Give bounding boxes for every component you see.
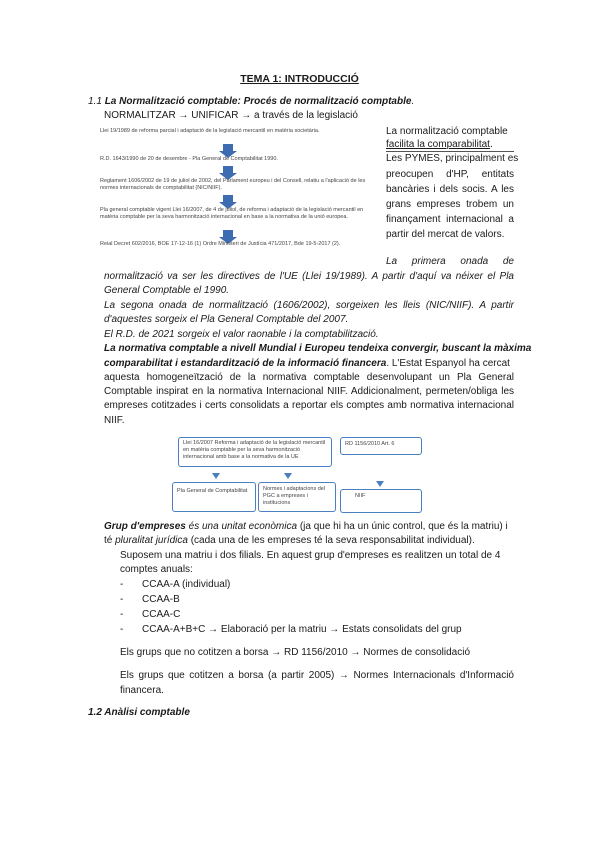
paragraph-convergence: La normativa comptable a nivell Mundial i Europeu tendeixa convergir, buscant la màxima [104, 343, 532, 354]
pymes-line: bancàries i dels socis. A les [386, 184, 514, 195]
right-col-line1: La normalització comptable [386, 126, 508, 137]
pymes-line: partir del mercat de valors. [386, 229, 505, 240]
list-item-ccaa: CCAA-B [142, 594, 180, 605]
paragraph-first-wave-cont: General Comptable el 1990. [104, 285, 230, 296]
legislation-timeline-figure [100, 128, 372, 258]
paragraph-second-wave-cont: d'aquestes sorgeix el Pla General Comptable del 2007. [104, 314, 349, 325]
paragraph-convergence-line6: NIIF. [104, 415, 125, 426]
right-col-line2: facilita la comparabilitat. [386, 139, 493, 150]
section-1-2-heading: 1.2 Anàlisi comptable [88, 707, 190, 718]
list-dash: - [120, 579, 124, 590]
page-title: TEMA 1: INTRODUCCIÓ [240, 73, 359, 85]
timeline-item: Pla general comptable vigent Llei 16/2007, de 4 de juliol, de reforma i adaptació de la legislació mercantil en matèria comptable per la seva harmonització internacional en base a la normativa de la unió europea. [100, 207, 364, 220]
no-cotitzen-line: Els grups que no cotitzen a borsa → RD 1156/2010 → Normes de consolidació [120, 647, 471, 658]
list-item-ccaa: CCAA-C [142, 609, 181, 620]
normalitzar-flow: NORMALITZAR → UNIFICAR → a través de la legislació [104, 110, 358, 121]
section-number: 1.1 [88, 96, 102, 107]
timeline-item: Reglament 1606/2002 de 19 de juliol de 2002, del Parlament europeu i del Consell, relatiu a l'aplicació de les normes internacionals de comptabilitat (NIC/NIIF). [100, 178, 366, 191]
pymes-line: grans empreses trobem un [386, 199, 514, 210]
group-definition-line2: té pluralitat jurídica (cada una de les empreses té la seva responsabilitat individual). [104, 535, 475, 546]
paragraph-convergence-line5: empreses cotitzades i certs consolidats a reportar els comptes amb normativa internacional [104, 400, 514, 411]
llei-2007-box: Llei 16/2007 Reforma i adaptació de la legislació mercantil en matèria comptable per la seva harmonització internacional amb base a la normativa de la UE [178, 437, 332, 467]
timeline-item: Llei 19/1989 de reforma parcial i adaptació de la legislació mercantil en matèria societària. [100, 128, 320, 134]
arrow-down-icon [376, 481, 384, 487]
paragraph-first-wave: normalització va ser les directives de l'UE (Llei 19/1989). A partir d'aquí va néixer el Pla [104, 271, 514, 282]
list-item-ccaa: CCAA-A (individual) [142, 579, 231, 590]
comparability-highlight: facilita la comparabilitat [386, 139, 490, 150]
paragraph-rd-2021: El R.D. de 2021 sorgeix el valor raonable i la comptabilització. [104, 329, 379, 340]
pymes-line: Les PYMES, principalment es [386, 153, 519, 164]
suposem-line1: Suposem una matriu i dos filials. En aquest grup d'empreses es realitzen un total de 4 [120, 550, 501, 561]
paragraph-convergence-line3: aquesta homogeneïtzació de la normativa comptable desenvolupant un Pla General [104, 372, 514, 383]
group-definition-line1: Grup d'empreses és una unitat econòmica (ja que hi ha un únic control, que és la matriu) i [104, 521, 508, 532]
list-dash: - [120, 609, 124, 620]
pgc-box: Pla General de Comptabilitat [172, 482, 256, 512]
rd-diagram [340, 437, 426, 517]
section-heading-part1: La Normalització comptable [104, 96, 238, 107]
arrow-down-icon [212, 473, 220, 479]
section-heading-part2: : Procés de normalització comptable [237, 96, 412, 107]
paragraph-convergence-line2: comparabilitat i estandardització de la informació financera. L'Estat Espanyol ha cercat [104, 358, 510, 369]
paragraph-second-wave: La segona onada de normalització (1606/2002), sorgeixen les lleis (NIC/NIIF). A partir [104, 300, 514, 311]
niif-box: NIIF [340, 489, 422, 513]
adaptacions-box: Normes i adaptacions del PGC a empreses i institucions [258, 482, 336, 512]
timeline-item: R.D. 1643/1990 de 20 de desembre - Pla General de Comptabilitat 1990. [100, 156, 278, 162]
list-dash: - [120, 594, 124, 605]
cotitzen-line2: financera. [120, 685, 164, 696]
suposem-line2: comptes anuals: [120, 564, 193, 575]
list-item-ccaa: CCAA-A+B+C → Elaboració per la matriu → Estats consolidats del grup [142, 624, 462, 635]
cotitzen-line1: Els grups que cotitzen a borsa (a partir 2005) → Normes Internacionals d'Informació [120, 670, 514, 681]
arrow-down-icon [284, 473, 292, 479]
list-dash: - [120, 624, 124, 635]
onada-start: La primera onada de [386, 256, 514, 267]
paragraph-convergence-line4: Comptable inspirat en la normativa Internacional NIIF. Addicionalment, permeten/obliga les [104, 386, 514, 397]
pymes-line: preocupen d'HP, entitats [386, 169, 514, 180]
pymes-line: finançament internacional a [386, 214, 514, 225]
rd-1156-box: RD 1156/2010 Art. 6 [340, 437, 422, 455]
section-heading-end: . [411, 96, 415, 107]
timeline-item: Reial Decret 602/2016, BOE 17-12-16 (1) Ordre Ministeri de Justícia 471/2017, Bde 19-5-2017 (2). [100, 241, 341, 247]
